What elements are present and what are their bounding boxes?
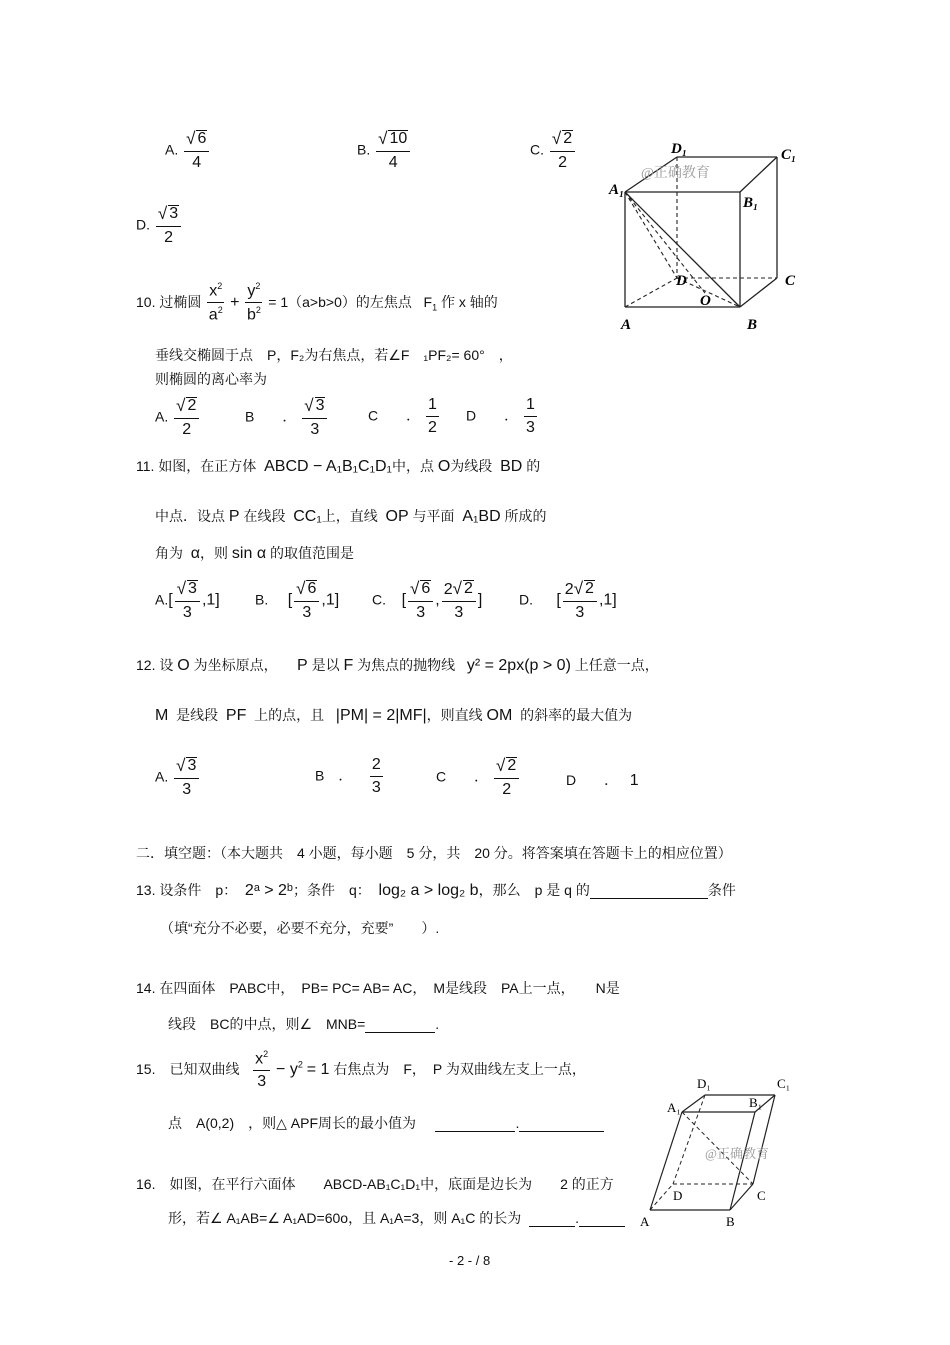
question-11-line1: 11. 如图，在正方体 ABCD − A₁B₁C₁D₁中，点 O为线段 BD 的: [136, 458, 541, 475]
section-2-heading: 二．填空题：（本大题共 4 小题，每小题 5 分，共 20 分。将答案填在答题卡上的相应位置）: [136, 845, 732, 861]
question-16-line1: 16. 如图，在平行六面体 ABCD-AB₁C₁D₁中，底面是边长为 2 的正方: [136, 1176, 614, 1192]
label-a1: A₁: [667, 1100, 681, 1115]
watermark: @正确教育: [641, 166, 710, 181]
question-10: 10. 过椭圆 $\frac{x^2}{a^2}$ + $\frac{y^2}{b^2}$ = 1（a>b>0）的左焦点 $F_1$ 作 x 轴的: [136, 281, 498, 324]
label-b1: B₁: [743, 195, 759, 211]
label-c: C: [757, 1188, 766, 1203]
q9-option-a: A. √ 6 4: [165, 130, 211, 172]
q9-option-b: B. √ 10 4: [357, 130, 412, 172]
label-a: A: [640, 1214, 650, 1229]
q10-option-a: A. √ 2 2: [155, 397, 201, 439]
question-14-line1: 14. 在四面体 PABC中， PB= PC= AB= AC， M是线段 PA上一点， N是: [136, 980, 620, 996]
label-d: D: [673, 1188, 683, 1203]
label-d: D: [676, 273, 687, 289]
diagonal-a1b: [625, 192, 740, 307]
question-15-line1: 15. 已知双曲线 $\frac{x^2}{3}$ − $y^2 = 1$ 右焦点为 F， P 为双曲线左支上一点，: [136, 1049, 586, 1091]
answer-blank-15[interactable]: [435, 1117, 515, 1132]
q11-option-d: D. [ 2 √ 2 3 ,1]: [519, 579, 617, 621]
q12-option-c: C ． √ 2 2: [436, 757, 521, 799]
label-a1: A₁: [609, 182, 625, 198]
label-c1: C₁: [781, 147, 797, 163]
question-16-line2: 形，若∠ A₁AB=∠ A₁AD=60o，且 A₁A=3，则 A₁C 的长为 .: [168, 1208, 625, 1228]
edge-bc: [740, 278, 777, 307]
hidden-a1d: [625, 192, 677, 278]
question-10-line3: 则椭圆的离心率为: [155, 371, 267, 387]
q11-option-c: C. [ √ 6 3 , 2 √ 2 3 ]: [372, 579, 483, 621]
hidden-ad: [625, 278, 677, 307]
label-a: A: [621, 317, 632, 333]
question-10-line2: 垂线交椭圆于点 P，F₂为右焦点，若∠F ₁PF₂= 60° ，: [155, 347, 513, 363]
q9-option-d: D. √ 3 2: [136, 205, 183, 247]
edge-b1c1: [740, 157, 777, 192]
question-12-line1: 12. 设 O 为坐标原点， P 是以 F 为焦点的抛物线 y² = 2px(p > 0) 上任意一点，: [136, 657, 659, 674]
question-13: 13. 设条件 p： 2ᵃ > 2ᵇ；条件 q： log₂ a > log₂ b，那么 p 是 q 的 条件: [136, 882, 736, 899]
cube-figure: [605, 135, 815, 335]
label-d1: D₁: [671, 141, 688, 157]
q10-option-b: B ． √ 3 3: [245, 397, 329, 439]
answer-blank-13[interactable]: [590, 884, 708, 899]
q11-option-b: B. [ √ 6 3 ,1]: [255, 579, 340, 621]
q12-option-d: D ． 1: [566, 772, 639, 789]
label-o: O: [700, 293, 711, 309]
watermark: @正确教育: [705, 1146, 769, 1161]
q12-option-b: B ． $\frac{2}{3}$: [315, 756, 381, 796]
q9-option-c: C. √ 2 2: [530, 130, 577, 172]
q10-option-d: D ． $\frac{1}{3}$: [466, 396, 535, 436]
question-12-line2: M 是线段 PF 上的点，且 |PM| = 2|MF|，则直线 OM 的斜率的最大值为: [155, 707, 633, 724]
hidden-ad: [650, 1184, 673, 1210]
label-c1: C₁: [777, 1076, 791, 1091]
parallelepiped-figure: [635, 1068, 825, 1236]
q11-option-a: A.[ √ 3 3 ,1]: [155, 579, 220, 621]
q12-option-a: A. √ 3 3: [155, 757, 201, 799]
option-label: A.: [165, 141, 179, 158]
label-c: C: [785, 273, 796, 289]
answer-blank-16[interactable]: [529, 1212, 575, 1227]
question-14-line2: 线段 BC的中点，则∠ MNB= .: [168, 1016, 440, 1032]
question-15-line2: 点 A(0,2) ，则△ APF周长的最小值为 .: [168, 1113, 604, 1133]
label-d1: D₁: [697, 1076, 711, 1091]
label-b: B: [747, 317, 758, 333]
label-b1: B₁: [749, 1095, 763, 1110]
question-11-line2: 中点．设点 P 在线段 CC₁上，直线 OP 与平面 A₁BD 所成的: [155, 508, 547, 525]
q10-option-c: C ． $\frac{1}{2}$: [368, 396, 437, 436]
answer-blank-14[interactable]: [365, 1018, 435, 1033]
page-number: - 2 - / 8: [449, 1253, 491, 1268]
question-13-line2: （填“充分不必要，必要不充分，充要” ）.: [160, 920, 440, 936]
question-11-line3: 角为 α，则 sin α 的取值范围是: [155, 545, 354, 562]
label-b: B: [726, 1214, 735, 1229]
